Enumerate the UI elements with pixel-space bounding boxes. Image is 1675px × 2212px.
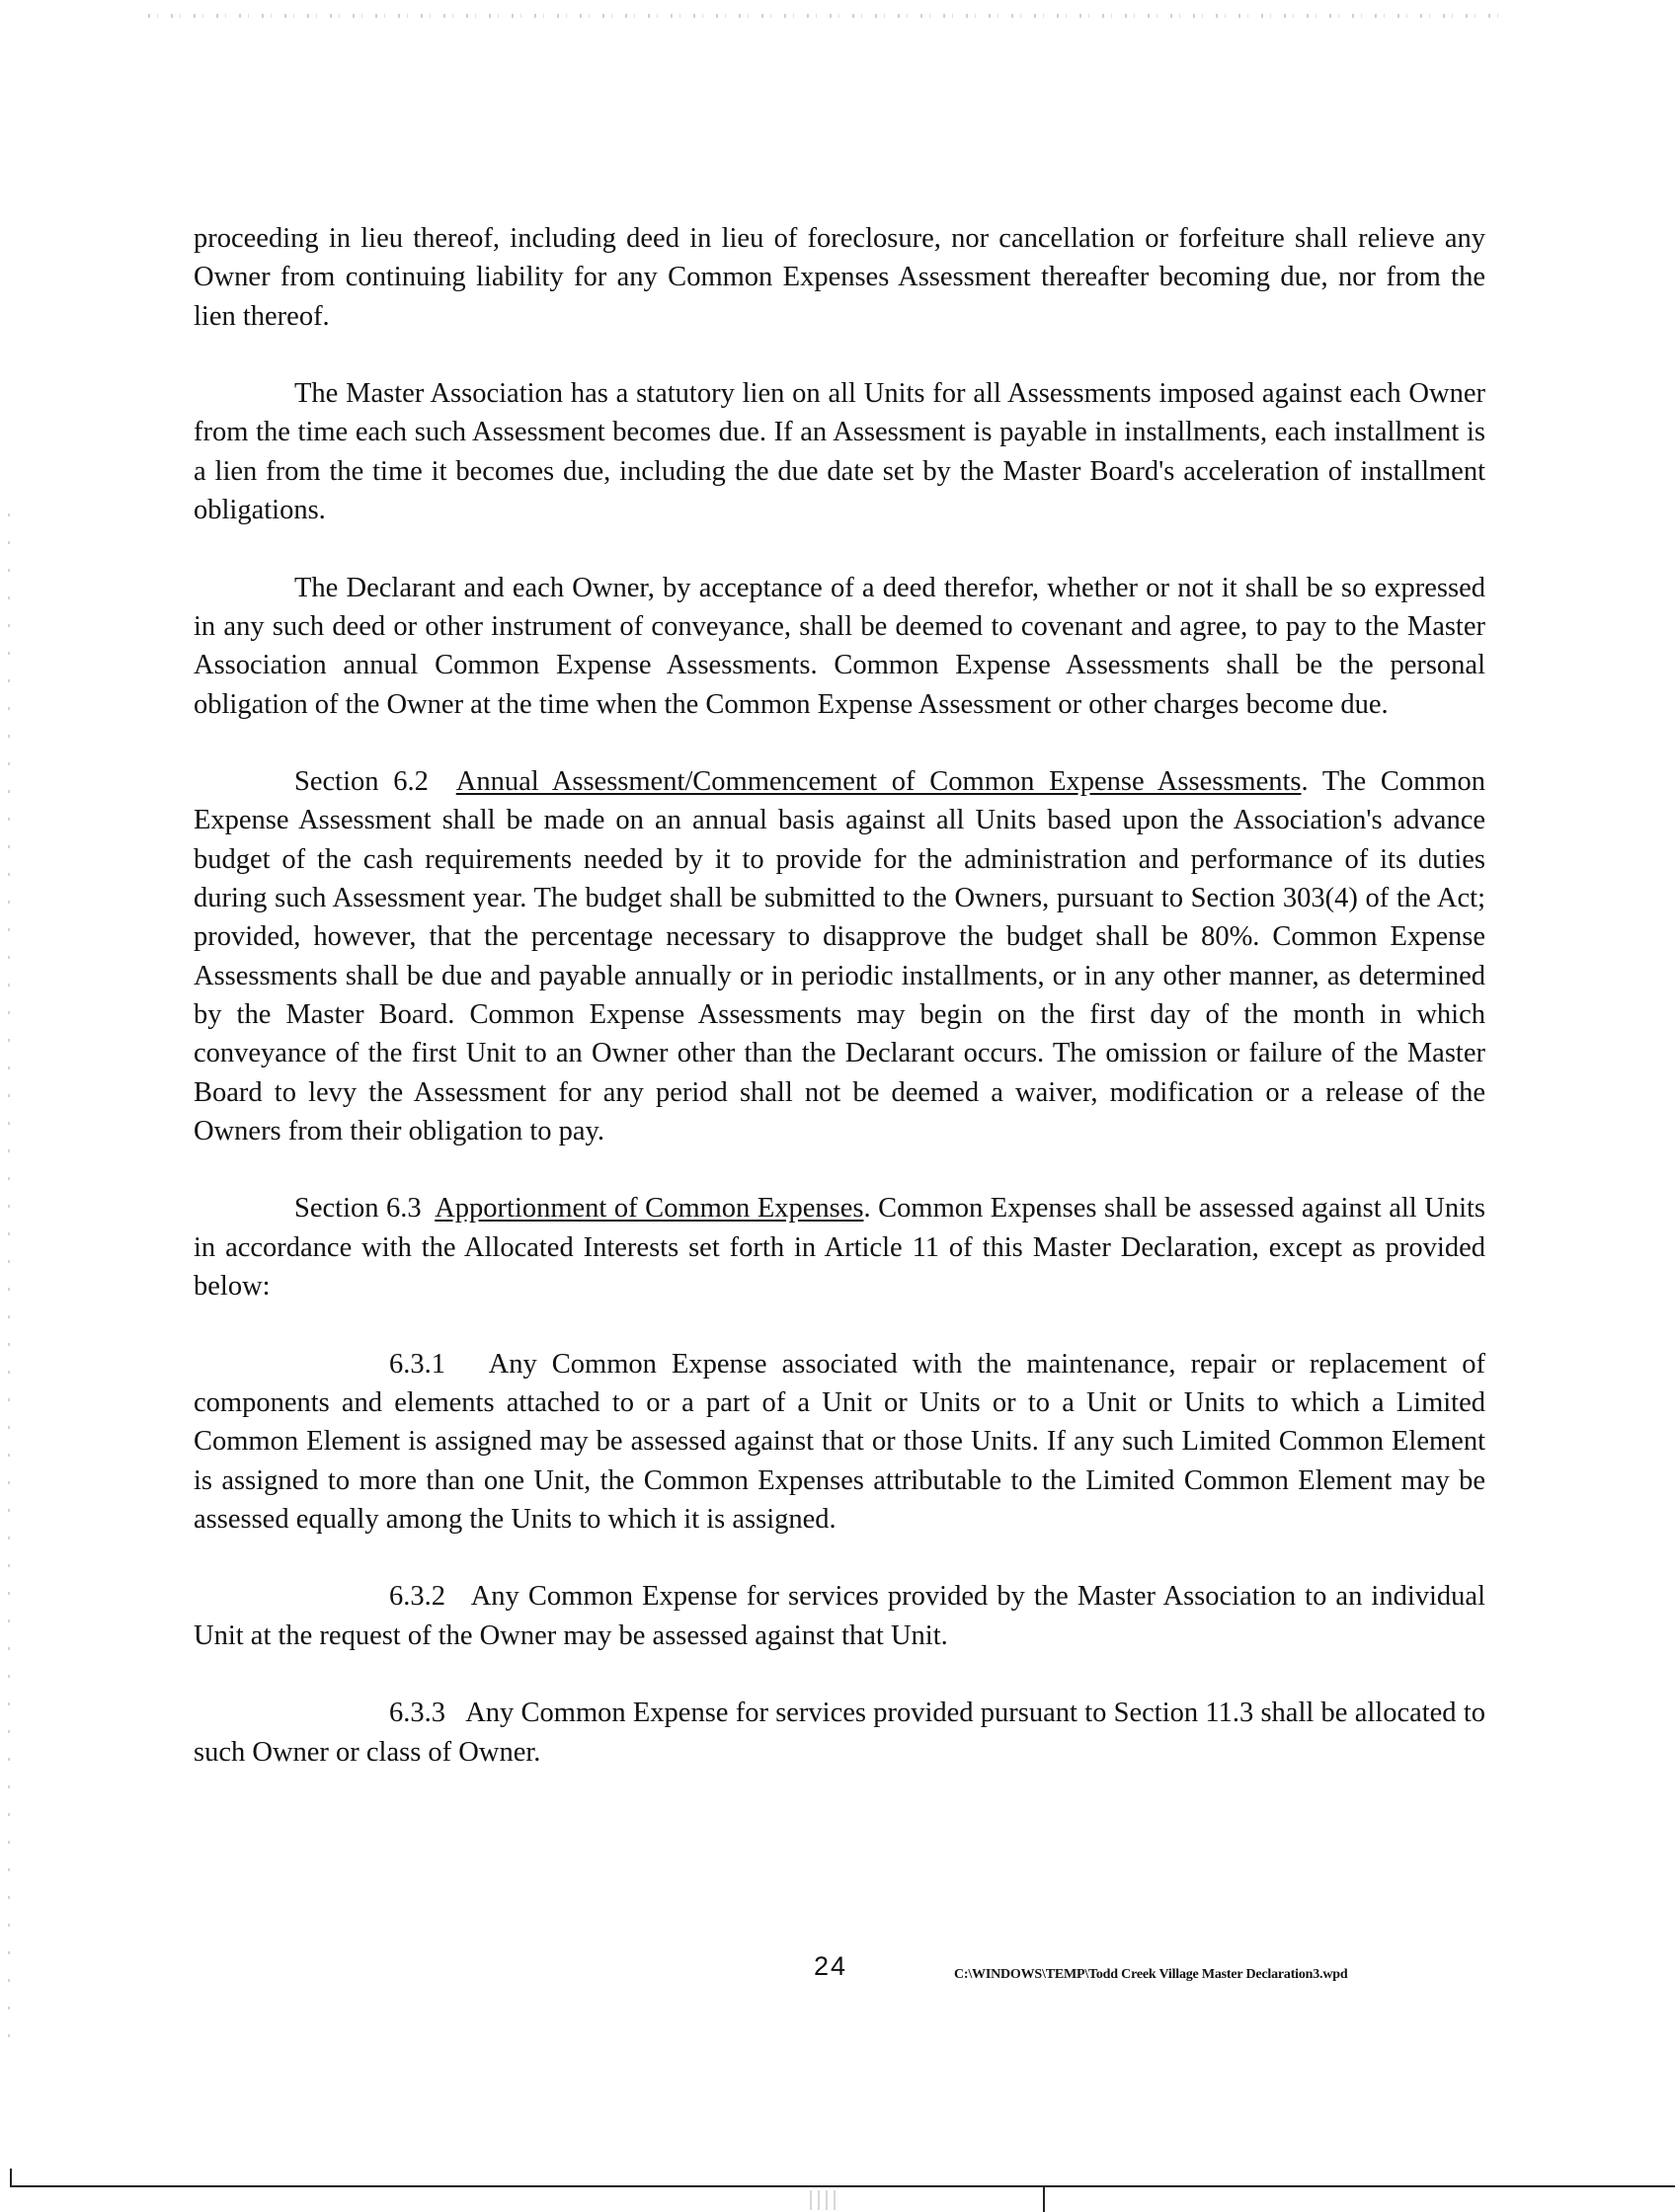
paragraph-continuation: [194, 219, 1485, 336]
page-footer: [0, 1951, 1675, 2001]
section-number: Section 6.2: [294, 766, 429, 798]
subsection-6-3-3: [194, 1694, 1485, 1772]
section-6-2: [194, 762, 1485, 1150]
subsection-number: 6.3.3: [389, 1698, 445, 1729]
subsection-6-3-1: [194, 1345, 1485, 1539]
paragraph-statutory-lien: [194, 374, 1485, 529]
document-body: [194, 219, 1485, 1772]
scan-artifact-top: [148, 14, 1511, 18]
paragraph-text: Any Common Expense associated with the maintenance, repair or replacement of components and elements attached to or a part of a Unit or Units or to a Unit or Units to which a Limited Common Element is assigned may be assessed against that or those Units. If any such Limited Common Element is assigned to more than one Unit, the Common Expenses attributable to the Limited Common Element may be assessed equally among the Units to which it is assigned.: [194, 1348, 1485, 1535]
scan-artifact-left: [8, 514, 10, 2054]
paragraph-text: The Master Association has a statutory lien on all Units for all Assessments imposed against each Owner from the time each such Assessment becomes due. If an Assessment is payable in installments, each installment is a lien from the time it becomes due, including the due date set by the Master Board's acceleration of installment obligations.: [194, 378, 1485, 526]
subsection-number: 6.3.2: [389, 1581, 445, 1613]
subsection-6-3-2: [194, 1577, 1485, 1655]
paragraph-text: . The Common Expense Assessment shall be made on an annual basis against all Units based upon the Association's advance budget of the cash requirements needed by it to provide for the administration and performance of its duties during such Assessment year. The budget shall be submitted to the Owners, pursuant to Section 303(4) of the Act; provided, however, that the percentage necessary to disapprove the budget shall be 80%. Common Expense Assessments shall be due and payable annually or in periodic installments, or in any other manner, as determined by the Master Board. Common Expense Assessments may begin on the first day of the month in which conveyance of the first Unit to an Owner other than the Declarant occurs. The omission or failure of the Master Board to levy the Assessment for any period shall not be deemed a waiver, modification or a release of the Owners from their obligation to pay.: [194, 766, 1485, 1146]
paragraph-personal-obligation: [194, 569, 1485, 724]
paragraph-text: proceeding in lieu thereof, including deed in lieu of foreclosure, nor cancellation or forfeiture shall relieve any Owner from continuing liability for any Common Expenses Assessment thereafter becoming due, nor from the lien thereof.: [194, 223, 1485, 332]
paragraph-text: Any Common Expense for services provided pursuant to Section 11.3 shall be allocated to such Owner or class of Owner.: [194, 1698, 1485, 1768]
subsection-number: 6.3.1: [389, 1348, 445, 1380]
section-heading: Annual Assessment/Commencement of Common Expense Assessments: [455, 766, 1302, 798]
section-6-3: [194, 1189, 1485, 1305]
paragraph-text: The Declarant and each Owner, by acceptance of a deed therefor, whether or not it shall be so expressed in any such deed or other instrument of conveyance, shall be deemed to covenant and agree, to pay to the Master Association annual Common Expense Assessments. Common Expense Assessments shall be the personal obligation of the Owner at the time when the Common Expense Assessment or other charges become due.: [194, 572, 1485, 720]
scan-artifact-bottom: [810, 2190, 839, 2210]
file-path: C:\WINDOWS\TEMP\Todd Creek Village Master Declaration3.wpd: [954, 1967, 1348, 1982]
bottom-border-tick-left: [10, 2169, 12, 2186]
bottom-border-tick-middle: [1043, 2186, 1045, 2212]
section-number: Section 6.3: [294, 1193, 422, 1224]
bottom-border-rule: [10, 2185, 1675, 2187]
page-number: 24: [814, 1951, 848, 1981]
paragraph-text: Any Common Expense for services provided by the Master Association to an individual Unit at the request of the Owner may be assessed against that Unit.: [194, 1581, 1485, 1651]
paragraph-text: . Common Expenses shall be assessed against all Units in accordance with the Allocated Interests set forth in Article 11 of this Master Declaration, except as provided below:: [194, 1193, 1486, 1303]
section-heading: Apportionment of Common Expenses: [435, 1193, 864, 1224]
